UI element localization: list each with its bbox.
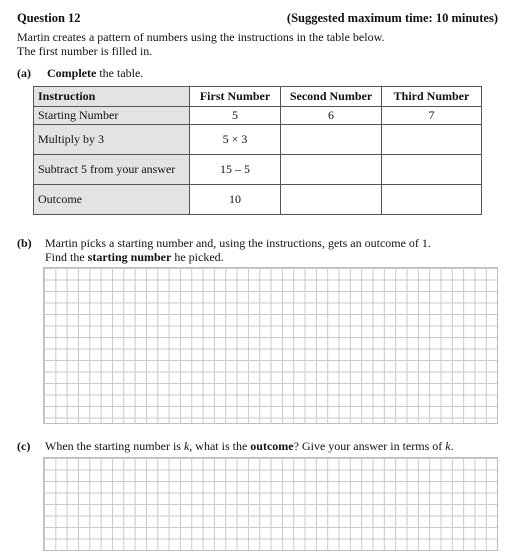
table-row [34, 155, 482, 185]
answer-grid-c[interactable] [43, 457, 498, 551]
part-b-line-2-post: he picked. [171, 250, 224, 264]
part-b-line-2-bold: starting number [87, 250, 172, 264]
third-number-cell[interactable] [382, 155, 482, 185]
part-c-pre: When the starting number is [45, 439, 184, 453]
part-b-line-2 [45, 250, 224, 265]
part-b-line-1: Martin picks a starting number and, using the instructions, gets an outcome of 1. [45, 236, 431, 250]
part-b-line-2-pre: Find the [45, 250, 88, 264]
header-first-number: First Number [190, 87, 281, 107]
table-header-row [34, 87, 482, 107]
third-number-cell[interactable] [382, 185, 482, 215]
header-instruction: Instruction [34, 87, 190, 107]
part-c-mid: , what is the [189, 439, 251, 453]
instruction-cell: Outcome [34, 185, 190, 215]
part-b-label: (b) [17, 236, 32, 250]
header-second-number: Second Number [281, 87, 382, 107]
suggested-time: (Suggested maximum time: 10 minutes) [286, 11, 498, 25]
part-c-label: (c) [17, 439, 31, 453]
instruction-cell: Subtract 5 from your answer [34, 155, 190, 185]
intro-line-1: Martin creates a pattern of numbers using the instructions in the table below. [17, 30, 385, 44]
first-number-cell: 5 × 3 [190, 125, 281, 155]
part-c-bold: outcome [250, 439, 294, 453]
second-number-cell[interactable] [281, 155, 382, 185]
part-a-label: (a) [17, 66, 31, 80]
part-c-var-2: k [445, 439, 451, 453]
second-number-cell[interactable] [281, 185, 382, 215]
question-title: Question 12 [17, 11, 81, 25]
second-number-cell[interactable] [281, 125, 382, 155]
part-a-text-bold: Complete [47, 66, 97, 80]
intro-line-2: The first number is filled in. [17, 44, 153, 58]
first-number-cell: 15 – 5 [190, 155, 281, 185]
pattern-table [33, 86, 482, 215]
second-number-cell[interactable]: 6 [281, 107, 382, 125]
part-a-text: the table. [96, 66, 144, 80]
part-c-var-1: k [183, 439, 190, 453]
part-c-prompt [45, 439, 454, 454]
table-row [34, 107, 482, 125]
instruction-cell: Starting Number [34, 107, 190, 125]
third-number-cell[interactable]: 7 [382, 107, 482, 125]
first-number-cell: 5 [190, 107, 281, 125]
table-row [34, 125, 482, 155]
part-c-end: . [450, 439, 454, 453]
part-a-prompt [17, 66, 143, 81]
instruction-cell: Multiply by 3 [34, 125, 190, 155]
part-c-post: ? Give your answer in terms of [293, 439, 446, 453]
answer-grid-b[interactable] [43, 267, 498, 424]
table-row [34, 185, 482, 215]
first-number-cell: 10 [190, 185, 281, 215]
header-third-number: Third Number [382, 87, 482, 107]
third-number-cell[interactable] [382, 125, 482, 155]
